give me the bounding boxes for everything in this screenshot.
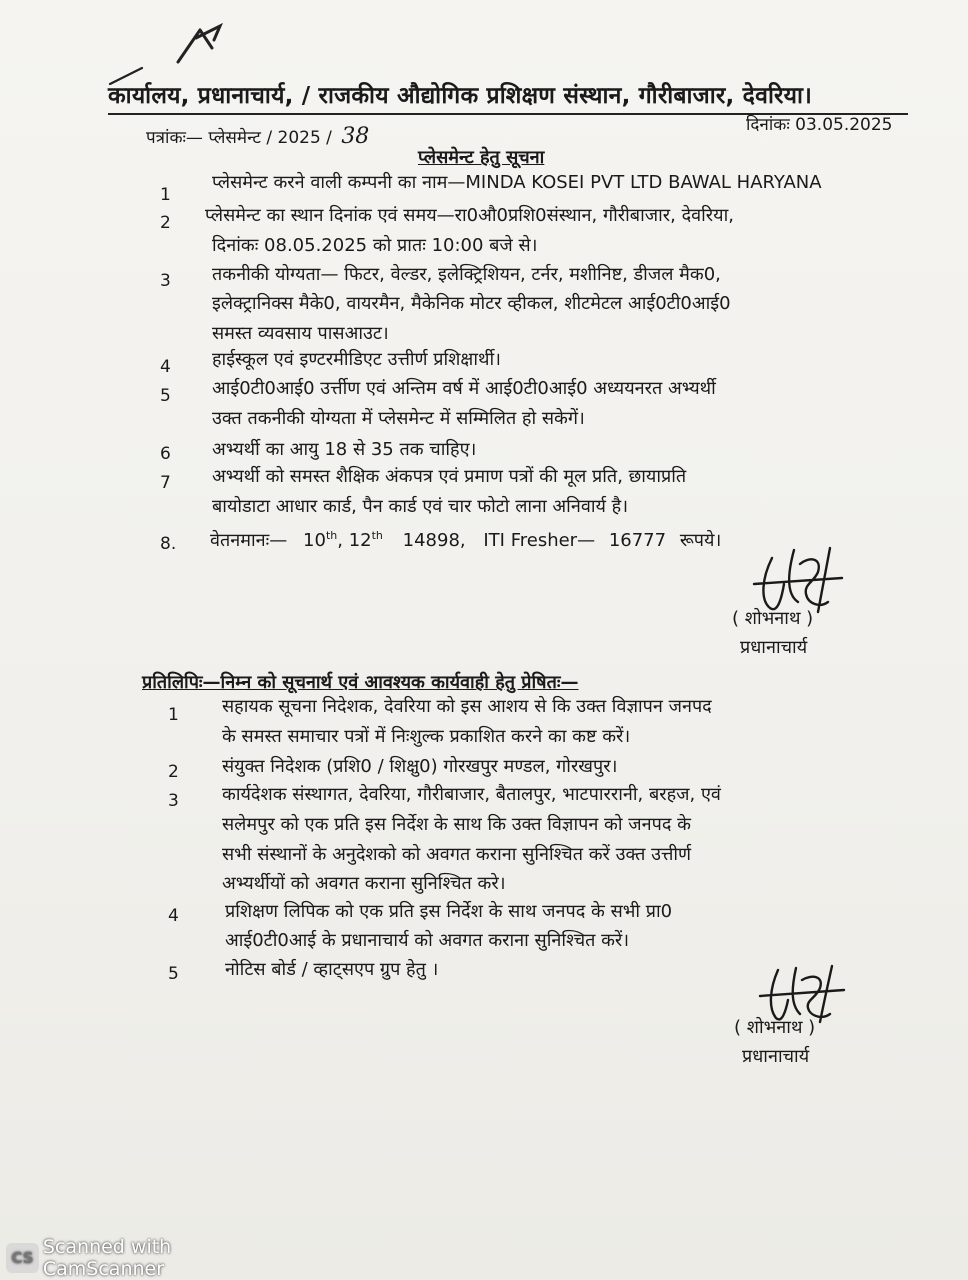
point-line: प्लेसमेन्ट का स्थान दिनांक एवं समय—रा0औ0प्रशि0संस्थान, गौरीबाजार, देवरिया, [205,205,734,226]
copy-line: आई0टी0आई के प्रधानाचार्य को अवगत कराना सुनिश्चित करें। [225,930,630,951]
point-line: दिनांकः 08.05.2025 को प्रातः 10:00 बजे से। [212,235,538,256]
point-number: 8. [160,534,177,554]
copy-number: 4 [168,906,179,926]
signatory-title-2: प्रधानाचार्य [742,1046,810,1067]
signatory-title-1: प्रधानाचार्य [740,637,808,658]
copy-heading: प्रतिलिपिः—निम्न को सूचनार्थ एवं आवश्यक कार्यवाही हेतु प्रेषितः— [142,672,579,693]
copy-line: संयुक्त निदेशक (प्रशि0 / शिक्षु0) गोरखपुर मण्डल, गोरखपुर। [222,756,618,777]
salary-class-10: 10 [303,530,326,551]
salary-class-12-sup: th [371,529,383,542]
copy-number: 1 [168,705,179,725]
letter-date: दिनांकः 03.05.2025 [746,115,893,135]
handwritten-mark [170,18,230,68]
point-number: 1 [160,185,171,205]
salary-class-10-sup: th [325,529,338,542]
copy-number: 2 [168,762,179,782]
copy-line: सलेमपुर को एक प्रति इस निर्देश के साथ कि उक्त विज्ञापन को जनपद के [222,814,691,835]
signatory-name-2: ( शोभनाथ ) [734,1017,816,1038]
point-line: आई0टी0आई0 उर्त्तीण एवं अन्तिम वर्ष में आई0टी0आई0 अध्ययनरत अभ्यर्थी [212,378,716,399]
salary-suffix: रूपये। [679,530,722,551]
camscanner-watermark [0,1236,290,1280]
camscanner-logo-icon: CS [6,1243,39,1273]
point-number: 5 [160,386,171,406]
point-line: इलेक्ट्रानिक्स मैके0, वायरमैन, मैकेनिक मोटर व्हीकल, शीटमेटल आई0टी0आई0 [212,293,731,314]
point-number: 7 [160,473,171,493]
point-number: 2 [160,213,171,233]
reference-number-handwritten: 38 [341,124,370,149]
point-line: बायोडाटा आधार कार्ड, पैन कार्ड एवं चार फोटो लाना अनिवार्य है। [212,496,629,517]
watermark-text: Scanned with CamScanner [42,1236,172,1280]
copy-line: प्रशिक्षण लिपिक को एक प्रति इस निर्देश के साथ जनपद के सभी प्रा0 [225,901,673,922]
point-number: 4 [160,357,171,377]
point-line: उक्त तकनीकी योग्यता में प्लेसमेन्ट में सम्मिलित हो सकेगें। [212,408,585,429]
copy-number: 5 [168,964,179,984]
copy-line: नोटिस बोर्ड / व्हाट्सएप ग्रुप हेतु । [225,959,439,980]
signatory-name-1: ( शोभनाथ ) [732,608,814,629]
letter-reference [146,124,369,149]
copy-line: सभी संस्थानों के अनुदेशको को अवगत कराना सुनिश्चित करें उक्त उत्तीर्ण [222,844,692,865]
copy-line: सहायक सूचना निदेशक, देवरिया को इस आशय से कि उक्त विज्ञापन जनपद [222,696,712,717]
point-number: 3 [160,271,171,291]
salary-amount-2: 16777 [608,530,667,551]
point-line: तकनीकी योग्यता— फिटर, वेल्डर, इलेक्ट्रिशियन, टर्नर, मशीनिष्ट, डीजल मैक0, [212,264,721,285]
salary-class-12: , 12 [337,530,372,551]
point-line: समस्त व्यवसाय पासआउट। [212,323,389,344]
copy-line: के समस्त समाचार पत्रों में निःशुल्क प्रकाशित करने का कष्ट करें। [222,726,631,747]
copy-line: अभ्यर्थीयों को अवगत कराना सुनिश्चित करे। [222,873,506,894]
salary-line [210,528,721,552]
point-line: हाईस्कूल एवं इण्टरमीडिएट उत्तीर्ण प्रशिक्षार्थी। [212,349,501,370]
copy-line: कार्यदेशक संस्थागत, देवरिया, गौरीबाजार, बैतालपुर, भाटपाररानी, बरहज, एवं [222,784,721,805]
point-number: 6 [160,444,171,464]
point-line: अभ्यर्थी का आयु 18 से 35 तक चाहिए। [212,439,477,460]
salary-amount-1: 14898, [402,530,466,551]
office-heading: कार्यालय, प्रधानाचार्य, / राजकीय औद्योगिक प्रशिक्षण संस्थान, गौरीबाजार, देवरिया। [108,83,813,109]
point-line: प्लेसमेन्ट करने वाली कम्पनी का नाम—MINDA KOSEI PVT LTD BAWAL HARYANA [212,172,822,193]
reference-label: पत्रांकः— प्लेसमेन्ट / 2025 / [146,128,332,148]
salary-label: वेतनमानः— [210,530,288,551]
notice-subject: प्लेसमेन्ट हेतु सूचना [418,147,545,168]
point-line: अभ्यर्थी को समस्त शैक्षिक अंकपत्र एवं प्रमाण पत्रों की मूल प्रति, छायाप्रति [212,466,687,487]
copy-number: 3 [168,791,179,811]
salary-iti-label: ITI Fresher— [483,530,596,551]
